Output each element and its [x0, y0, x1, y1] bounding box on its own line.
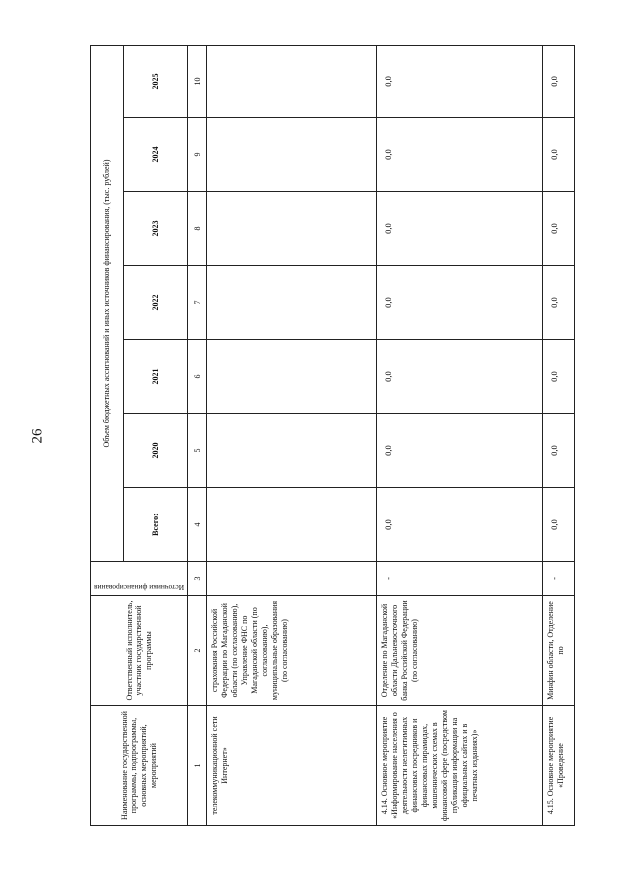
row-executor: Минфин области, Отделение по — [543, 596, 575, 706]
column-number: 2 — [188, 596, 207, 706]
column-number: 4 — [188, 488, 207, 562]
table-row — [377, 45, 543, 825]
row-value: 0,0 — [543, 414, 575, 488]
row-value — [207, 45, 377, 117]
row-source: - — [377, 562, 543, 596]
column-number: 5 — [188, 414, 207, 488]
header-executor: Ответственный исполнитель, участник государственной программы — [91, 596, 188, 706]
row-value — [207, 340, 377, 414]
header-source — [91, 562, 188, 596]
header-total: Всего: — [124, 488, 188, 562]
column-number: 9 — [188, 118, 207, 192]
row-value: 0,0 — [543, 340, 575, 414]
row-value: 0,0 — [377, 45, 543, 117]
header-source-text: Источники финансирования — [94, 583, 185, 592]
header-year: 2024 — [124, 118, 188, 192]
row-value — [207, 118, 377, 192]
row-executor: Отделение по Магаданской области Дальневосточного банка Российской Федерации (по согласованию) — [377, 596, 543, 706]
column-number: 10 — [188, 45, 207, 117]
column-number: 8 — [188, 192, 207, 266]
header-year: 2023 — [124, 192, 188, 266]
row-value: 0,0 — [543, 266, 575, 340]
row-value — [207, 266, 377, 340]
row-value: 0,0 — [377, 488, 543, 562]
row-value: 0,0 — [377, 414, 543, 488]
row-value — [207, 488, 377, 562]
row-value: 0,0 — [543, 192, 575, 266]
row-source: - — [543, 562, 575, 596]
row-value: 0,0 — [377, 118, 543, 192]
row-value — [207, 192, 377, 266]
column-number: 6 — [188, 340, 207, 414]
table-row — [543, 45, 575, 825]
row-name: 4.15. Основное мероприятие «Проведение — [543, 706, 575, 826]
header-year: 2021 — [124, 340, 188, 414]
row-value: 0,0 — [377, 266, 543, 340]
funding-table — [90, 45, 575, 826]
row-name: телекоммуникационной сети Интернет» — [207, 706, 377, 826]
page-number: 26 — [29, 428, 46, 444]
header-year: 2022 — [124, 266, 188, 340]
column-number: 7 — [188, 266, 207, 340]
row-value: 0,0 — [377, 340, 543, 414]
table-row — [207, 45, 377, 825]
row-source — [207, 562, 377, 596]
column-number-row — [188, 45, 207, 825]
row-value: 0,0 — [543, 488, 575, 562]
header-name: Наименование государственной программы, подпрограммы, основных мероприятий, мероприятий — [91, 706, 188, 826]
column-number: 3 — [188, 562, 207, 596]
row-value: 0,0 — [543, 45, 575, 117]
column-number: 1 — [188, 706, 207, 826]
row-value: 0,0 — [377, 192, 543, 266]
header-year: 2020 — [124, 414, 188, 488]
header-funding-group: Объем бюджетных ассигнований и иных источников финансирования, (тыс. рублей) — [91, 45, 124, 561]
header-year: 2025 — [124, 45, 188, 117]
row-executor: страхования Российской Федерации по Магаданской области (по согласованию), Управление ФНС по Магаданской области (по согласованию), муниципальные образования (по согласованию) — [207, 596, 377, 706]
row-value — [207, 414, 377, 488]
row-name: 4.14. Основное мероприятие «Информирование населения о деятельности нелегитимных финансовых посредников и финансовых пирамидах, мошеннических схемах в финансовой сфере (посредством публикации информации на официальных сайтах и в печатных изданиях)» — [377, 706, 543, 826]
rotated-table-wrapper — [90, 46, 566, 826]
row-value: 0,0 — [543, 118, 575, 192]
